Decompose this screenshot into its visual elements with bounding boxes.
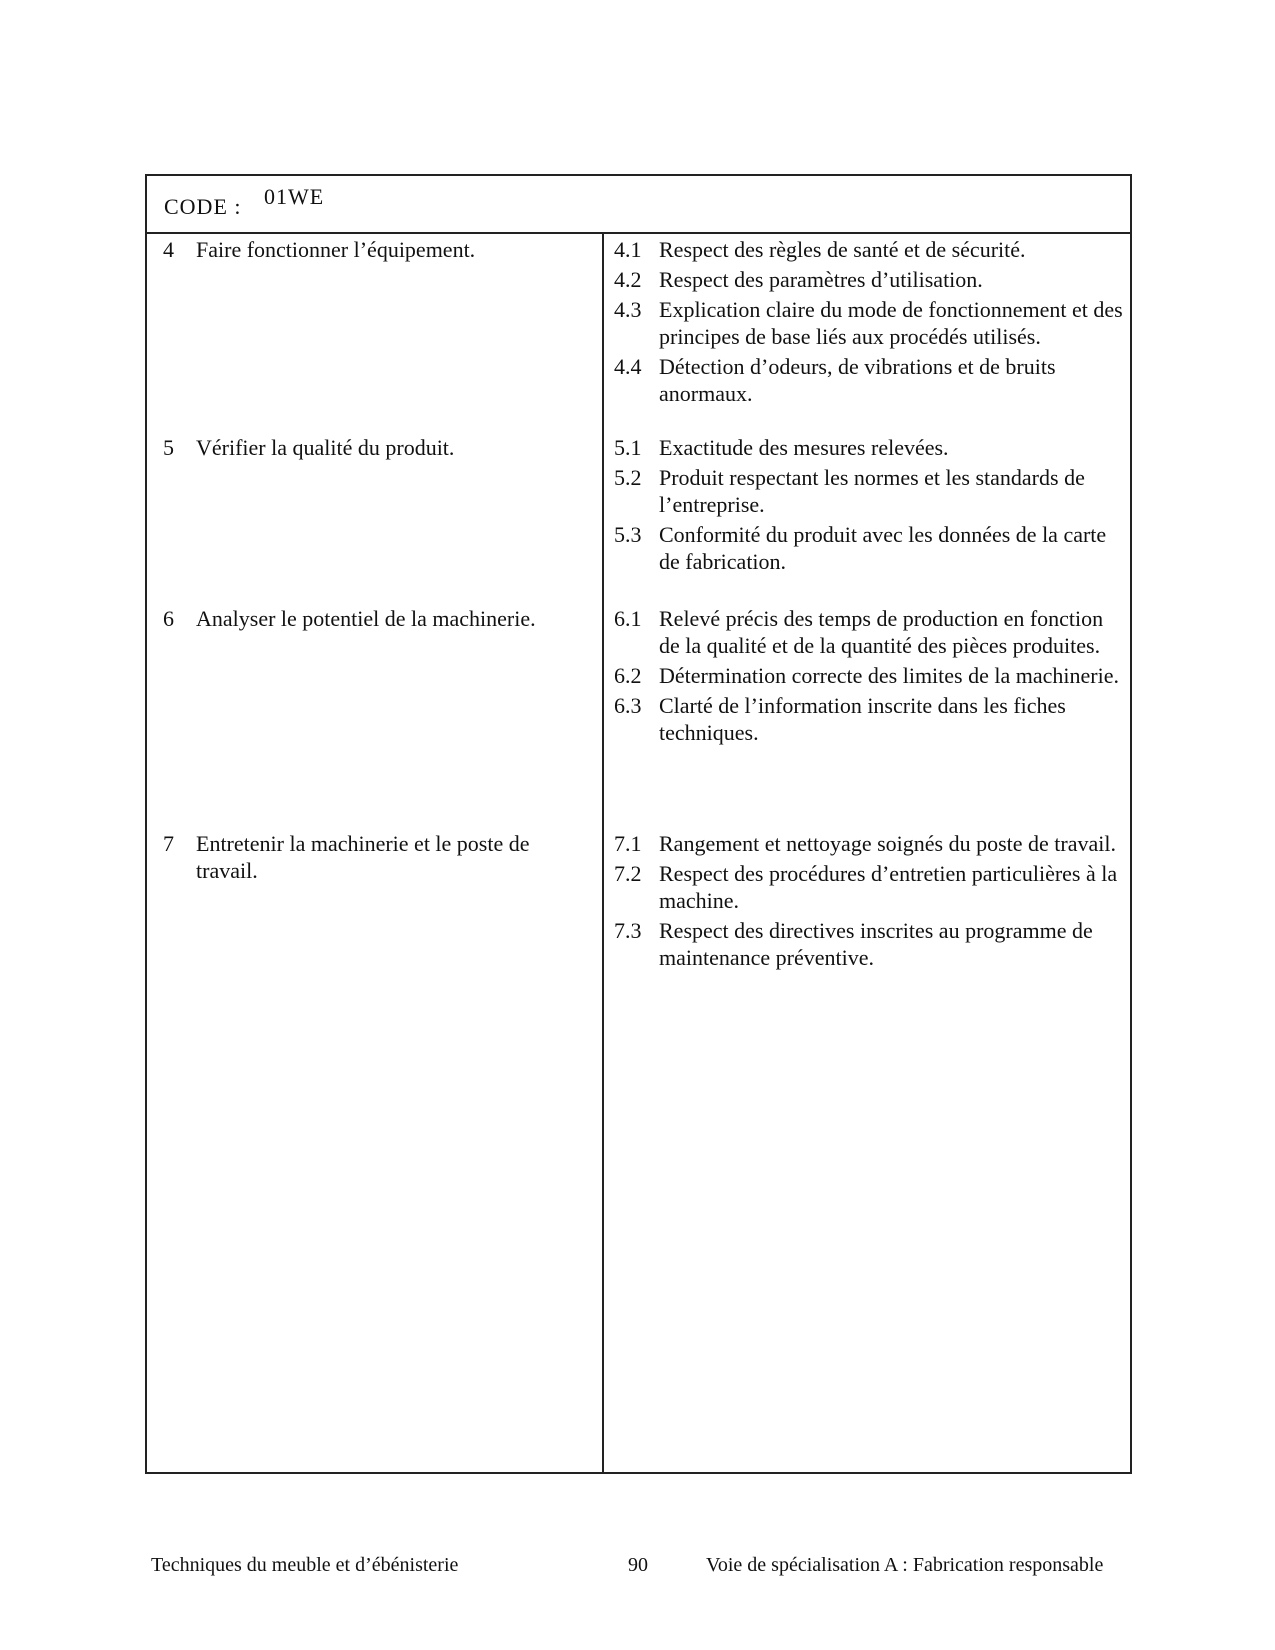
- element-4: [163, 236, 583, 263]
- element-number: 5: [163, 435, 174, 460]
- criterion-text: Clarté de l’information inscrite dans les fiches techniques.: [659, 693, 1066, 745]
- element-text: Analyser le potentiel de la machinerie.: [196, 606, 536, 631]
- criteria-5: [614, 434, 1124, 578]
- element-number: 6: [163, 606, 174, 631]
- criterion-number: 4.3: [614, 297, 642, 322]
- criterion-number: 4.1: [614, 237, 642, 262]
- criterion: [614, 830, 1124, 857]
- criterion: [614, 692, 1124, 746]
- criterion: [614, 464, 1124, 518]
- criterion-number: 4.2: [614, 267, 642, 292]
- criterion-text: Détermination correcte des limites de la machinerie.: [659, 663, 1119, 688]
- criteria-4: [614, 236, 1124, 410]
- criterion-number: 5.2: [614, 465, 642, 490]
- criterion-text: Respect des paramètres d’utilisation.: [659, 267, 983, 292]
- criterion: [614, 236, 1124, 263]
- criterion: [614, 605, 1124, 659]
- criterion-text: Relevé précis des temps de production en fonction de la qualité et de la quantité des pièces produites.: [659, 606, 1104, 658]
- code-header: [147, 176, 1130, 234]
- criterion-number: 7.1: [614, 831, 642, 856]
- criterion: [614, 521, 1124, 575]
- criteria-6: [614, 605, 1124, 749]
- criterion-text: Conformité du produit avec les données de la carte de fabrication.: [659, 522, 1107, 574]
- criterion-text: Respect des procédures d’entretien particulières à la machine.: [659, 861, 1118, 913]
- page-number: 90: [628, 1554, 648, 1576]
- criterion: [614, 296, 1124, 350]
- criterion-number: 4.4: [614, 354, 642, 379]
- element-text: Entretenir la machinerie et le poste de travail.: [196, 831, 530, 883]
- criterion-text: Respect des règles de santé et de sécurité.: [659, 237, 1026, 262]
- competency-table: [145, 174, 1132, 1474]
- criterion: [614, 860, 1124, 914]
- element-text: Faire fonctionner l’équipement.: [196, 237, 476, 262]
- code-value: 01WE: [264, 184, 325, 209]
- criterion-number: 5.1: [614, 435, 642, 460]
- criterion-number: 5.3: [614, 522, 642, 547]
- criterion: [614, 662, 1124, 689]
- criterion-text: Produit respectant les normes et les standards de l’entreprise.: [659, 465, 1085, 517]
- criterion: [614, 434, 1124, 461]
- criterion-text: Rangement et nettoyage soignés du poste de travail.: [659, 831, 1116, 856]
- criterion: [614, 353, 1124, 407]
- element-number: 4: [163, 237, 174, 262]
- criterion-number: 6.2: [614, 663, 642, 688]
- element-5: [163, 434, 583, 461]
- code-label: CODE :: [164, 194, 242, 219]
- criterion-number: 6.1: [614, 606, 642, 631]
- criterion: [614, 917, 1124, 971]
- footer-program-title: Techniques du meuble et d’ébénisterie: [151, 1554, 459, 1576]
- criterion-text: Détection d’odeurs, de vibrations et de bruits anormaux.: [659, 354, 1056, 406]
- element-number: 7: [163, 831, 174, 856]
- criteria-7: [614, 830, 1124, 974]
- element-7: [163, 830, 583, 884]
- criterion-number: 7.2: [614, 861, 642, 886]
- footer-specialization: Voie de spécialisation A : Fabrication responsable: [706, 1554, 1104, 1576]
- criterion: [614, 266, 1124, 293]
- criterion-text: Explication claire du mode de fonctionnement et des principes de base liés aux procédés utilisés.: [659, 297, 1123, 349]
- element-6: [163, 605, 583, 632]
- criterion-number: 6.3: [614, 693, 642, 718]
- element-text: Vérifier la qualité du produit.: [196, 435, 455, 460]
- criterion-number: 7.3: [614, 918, 642, 943]
- criterion-text: Exactitude des mesures relevées.: [659, 435, 949, 460]
- criterion-text: Respect des directives inscrites au programme de maintenance préventive.: [659, 918, 1093, 970]
- column-divider: [602, 232, 604, 1472]
